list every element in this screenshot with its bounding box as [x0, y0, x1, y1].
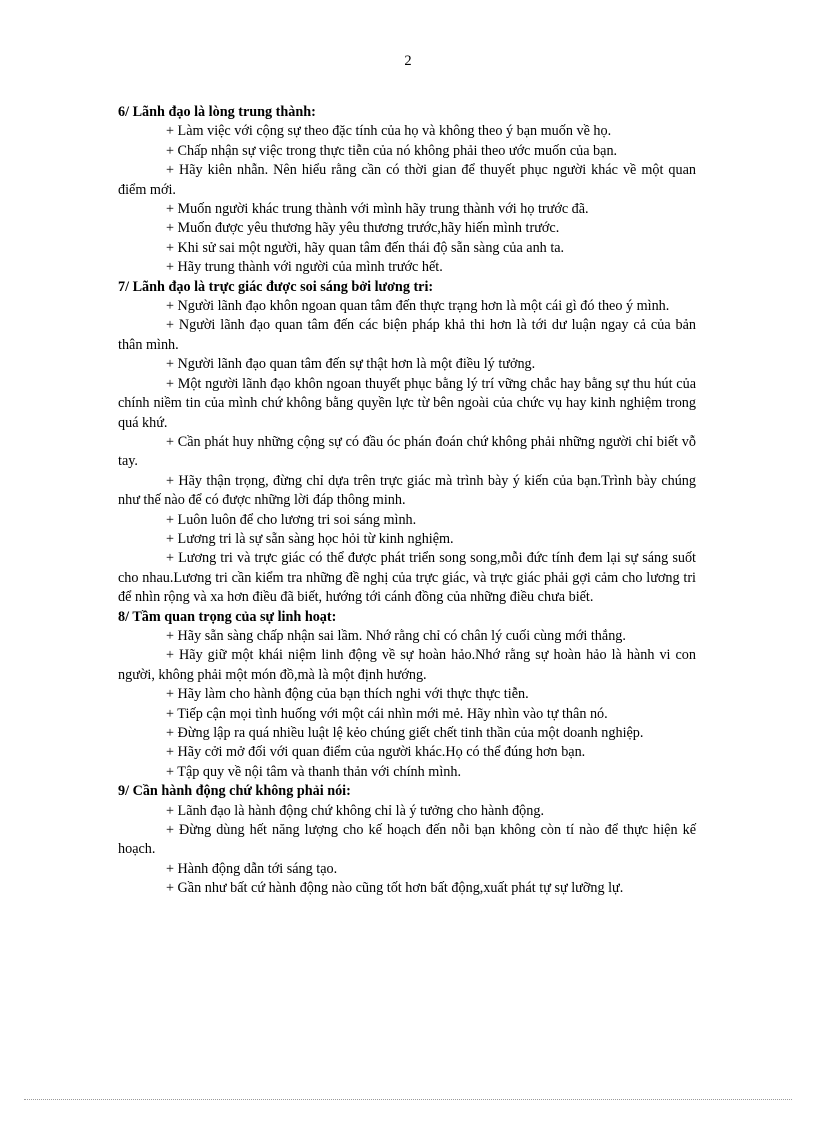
section-heading: 6/ Lãnh đạo là lòng trung thành: [118, 104, 316, 120]
list-item: + Gần như bất cứ hành động nào cũng tốt hơn bất động,xuất phát tự sự lưỡng lự. [166, 880, 624, 897]
section-8 [118, 608, 696, 783]
list-item: + Người lãnh đạo quan tâm đến sự thật hơn là một điều lý tưởng. [166, 356, 536, 373]
section-9 [118, 782, 696, 898]
section-heading: 8/ Tầm quan trọng của sự linh hoạt: [118, 608, 337, 625]
list-item: + Tiếp cận mọi tình huống với một cái nhìn mới mẻ. Hãy nhìn vào tự thân nó. [166, 705, 608, 722]
list-item: + Chấp nhận sự việc trong thực tiễn của nó không phải theo ước muốn của bạn. [166, 142, 618, 159]
list-item: + Khi sử sai một người, hãy quan tâm đến thái độ sẵn sàng của anh ta. [166, 239, 565, 256]
list-item: + Người lãnh đạo quan tâm đến các biện pháp khả thi hơn là tới dư luận ngay cả của bản thân mình. [118, 317, 696, 353]
list-item: + Muốn được yêu thương hãy yêu thương trước,hãy hiến mình trước. [166, 220, 560, 237]
list-item: + Đừng lập ra quá nhiều luật lệ kẻo chúng giết chết tinh thần của một doanh nghiệp. [166, 725, 644, 741]
list-item: + Lương tri là sự sẵn sàng học hỏi từ kinh nghiệm. [166, 530, 454, 547]
section-7 [118, 278, 696, 608]
list-item: + Hãy trung thành với người của mình trước hết. [166, 259, 443, 276]
list-item: + Hãy giữ một khái niệm linh động về sự hoàn hảo.Nhớ rằng sự hoàn hảo là hành vi con người, không phải một món đồ,mà là một định hướng. [118, 647, 696, 683]
document-body [118, 103, 696, 899]
list-item: + Hãy cởi mở đối với quan điểm của người khác.Họ có thể đúng hơn bạn. [166, 744, 586, 761]
list-item: + Cần phát huy những cộng sự có đầu óc phán đoán chứ không phải những người chỉ biết vỗ tay. [118, 433, 696, 470]
list-item: + Hãy thận trọng, đừng chỉ dựa trên trực giác mà trình bày ý kiến của bạn.Trình bày chúng như thế nào để có được những lời đáp thông minh. [118, 472, 696, 509]
list-item: + Hãy sẵn sàng chấp nhận sai lầm. Nhớ rằng chỉ có chân lý cuối cùng mới thắng. [166, 627, 626, 644]
page-bottom-divider [24, 1099, 792, 1100]
list-item: + Lương tri và trực giác có thể được phát triển song song,mỗi đức tính đem lại sự sáng suốt cho nhau.Lương tri cần kiểm tra những đề nghị của trực giác, và trực giác phải gợi cảm cho lương tri để nhìn rộng và xa hơn điều đã biết, hướng tới cánh đồng của những điều chưa biết. [118, 550, 696, 606]
section-6 [118, 103, 696, 278]
list-item: + Hành động dẫn tới sáng tạo. [166, 860, 338, 877]
list-item: + Luôn luôn để cho lương tri soi sáng mình. [166, 511, 417, 528]
list-item: + Hãy làm cho hành động của bạn thích nghi với thực thực tiễn. [166, 686, 529, 703]
list-item: + Người lãnh đạo khôn ngoan quan tâm đến thực trạng hơn là một cái gì đó theo ý mình. [166, 298, 670, 315]
section-heading: 9/ Cần hành động chứ không phải nói: [118, 783, 351, 800]
page-number: 2 [404, 53, 412, 69]
list-item: + Muốn người khác trung thành với mình hãy trung thành với họ trước đã. [166, 201, 589, 218]
list-item: + Tập quy về nội tâm và thanh thản với chính mình. [166, 763, 461, 780]
list-item: + Đừng dùng hết năng lượng cho kế hoạch đến nỗi bạn không còn tí nào để thực hiện kế hoạch. [118, 822, 696, 858]
list-item: + Một người lãnh đạo khôn ngoan thuyết phục bằng lý trí vững chắc hay bằng sự thu hút của chính niềm tin của mình chứ không bằng quyền lực từ bên ngoài của chức vụ hay kinh nghiệm trong quá khứ. [118, 375, 696, 431]
section-heading: 7/ Lãnh đạo là trực giác được soi sáng bởi lương tri: [118, 278, 434, 295]
list-item: + Lãnh đạo là hành động chứ không chỉ là ý tưởng cho hành động. [166, 802, 545, 819]
list-item: + Làm việc với cộng sự theo đặc tính của họ và không theo ý bạn muốn về họ. [166, 123, 612, 140]
list-item: + Hãy kiên nhẫn. Nên hiểu rằng cần có thời gian để thuyết phục người khác về một quan điểm mới. [118, 162, 696, 198]
